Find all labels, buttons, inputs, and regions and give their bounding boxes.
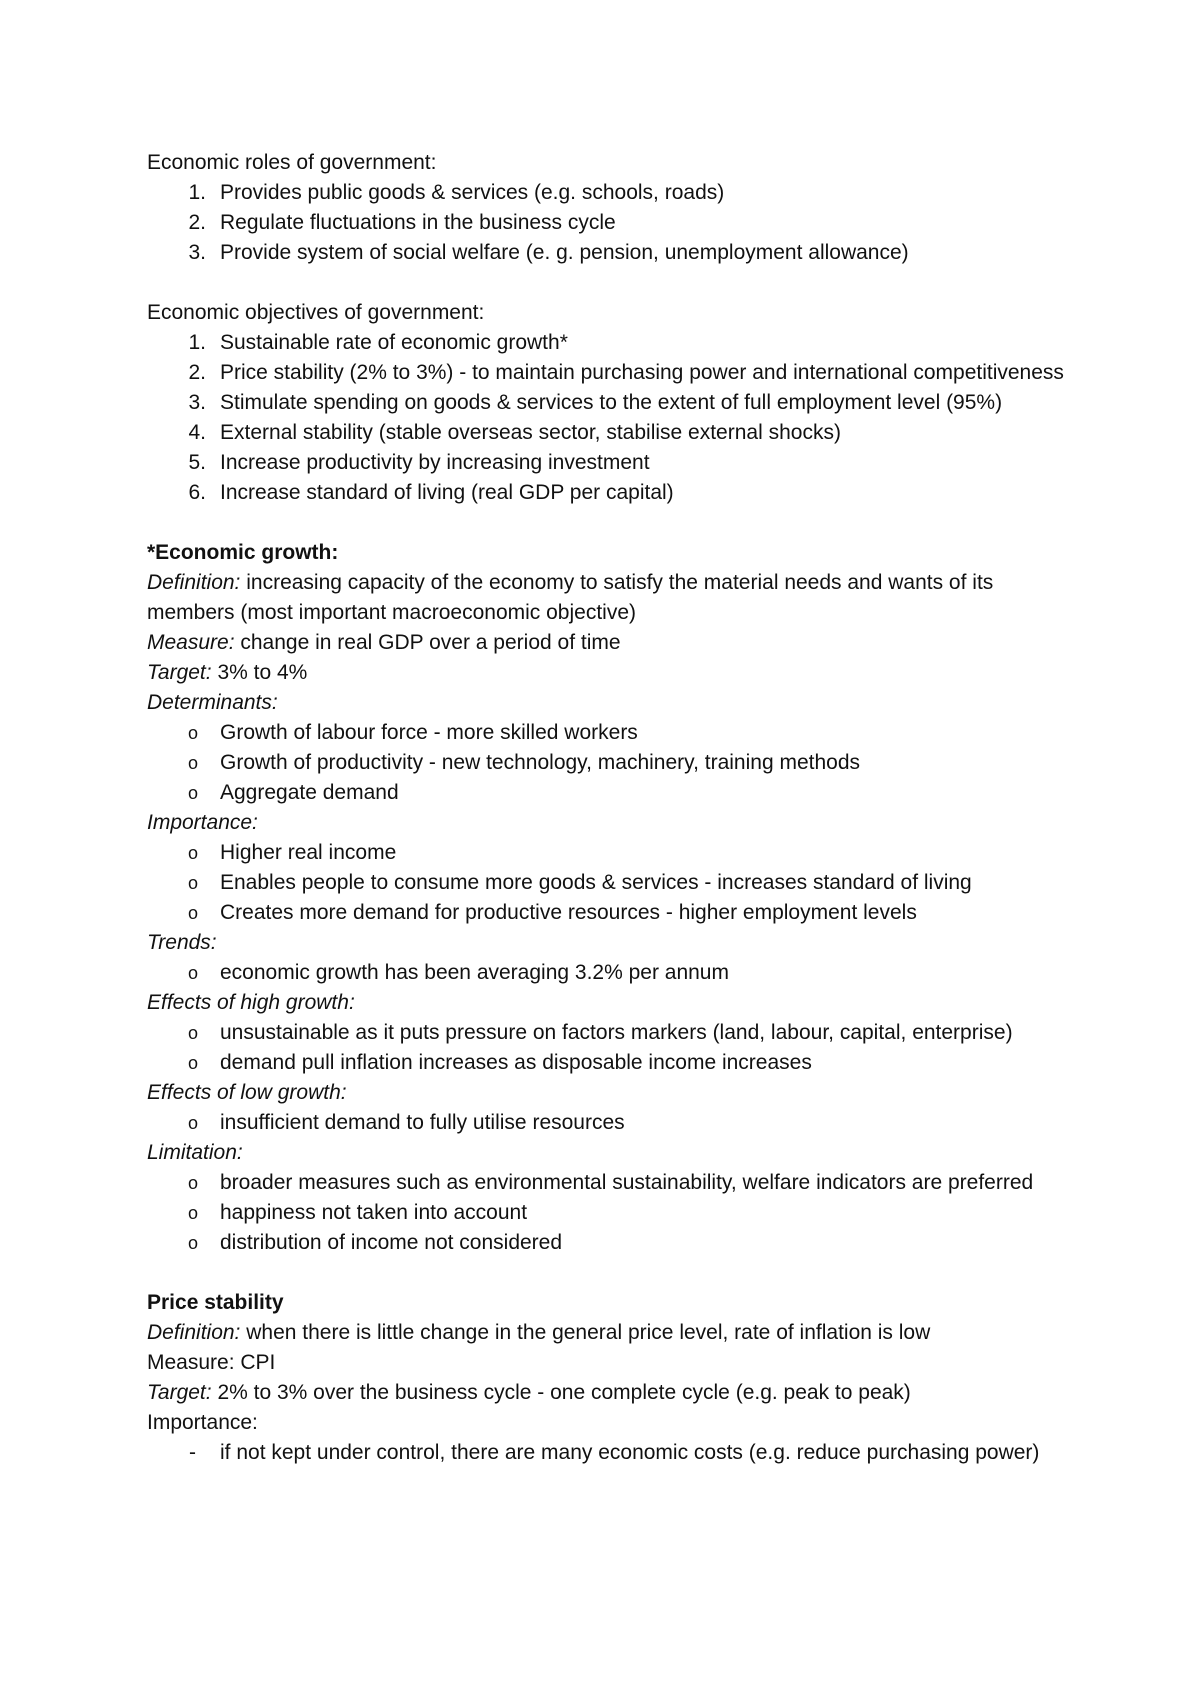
roles-item bbox=[147, 178, 1077, 208]
bullet-marker: o bbox=[187, 1053, 198, 1073]
limitation-item bbox=[147, 1198, 1077, 1228]
bullet-marker: o bbox=[187, 1233, 198, 1253]
high-growth-label: Effects of high growth: bbox=[147, 991, 355, 1014]
bullet-marker: o bbox=[187, 1173, 198, 1193]
determinant-item bbox=[147, 778, 1077, 808]
bullet-marker: o bbox=[187, 843, 198, 863]
limitation-text: happiness not taken into account bbox=[220, 1201, 528, 1224]
document-body bbox=[147, 148, 1077, 1468]
bullet-marker: o bbox=[187, 873, 198, 893]
bullet-marker: o bbox=[187, 1023, 198, 1043]
high-growth-text: demand pull inflation increases as disposable income increases bbox=[220, 1051, 812, 1074]
roles-item bbox=[147, 208, 1077, 238]
price-importance-item bbox=[147, 1438, 1077, 1468]
definition-text: when there is little change in the general price level, rate of inflation is low bbox=[240, 1321, 931, 1344]
importance-item bbox=[147, 868, 1077, 898]
list-number: 4. bbox=[188, 421, 206, 444]
roles-heading: Economic roles of government: bbox=[147, 151, 437, 174]
spacer bbox=[147, 1258, 1077, 1288]
objectives-item-text: Increase standard of living (real GDP per capital) bbox=[220, 481, 674, 504]
list-number: 2. bbox=[188, 211, 206, 234]
limitation-text: distribution of income not considered bbox=[220, 1231, 563, 1254]
roles-item-text: Regulate fluctuations in the business cycle bbox=[220, 211, 616, 234]
price-measure: Measure: CPI bbox=[147, 1351, 276, 1374]
objectives-item-text: Sustainable rate of economic growth* bbox=[220, 331, 568, 354]
price-target bbox=[147, 1378, 1077, 1408]
price-heading: Price stability bbox=[147, 1291, 284, 1314]
price-importance-label: Importance: bbox=[147, 1411, 258, 1434]
list-number: 6. bbox=[188, 481, 206, 504]
growth-definition bbox=[147, 568, 1077, 628]
definition-text: increasing capacity of the economy to satisfy the material needs and wants of its members (most important macroeconomic objective) bbox=[147, 571, 994, 624]
determinant-item bbox=[147, 718, 1077, 748]
bullet-marker: o bbox=[187, 753, 198, 773]
target-text: 2% to 3% over the business cycle - one complete cycle (e.g. peak to peak) bbox=[211, 1381, 911, 1404]
bullet-marker: o bbox=[187, 1113, 198, 1133]
determinant-text: Aggregate demand bbox=[220, 781, 399, 804]
objectives-item bbox=[147, 448, 1077, 478]
target-label: Target: bbox=[147, 1381, 212, 1404]
spacer bbox=[147, 508, 1077, 538]
limitation-item bbox=[147, 1228, 1077, 1258]
price-importance-text: if not kept under control, there are many economic costs (e.g. reduce purchasing power) bbox=[220, 1441, 1040, 1464]
target-label: Target: bbox=[147, 661, 212, 684]
objectives-item bbox=[147, 388, 1077, 418]
objectives-item bbox=[147, 328, 1077, 358]
importance-text: Enables people to consume more goods & services - increases standard of living bbox=[220, 871, 972, 894]
bullet-marker: o bbox=[187, 1203, 198, 1223]
price-definition bbox=[147, 1318, 1077, 1348]
trend-item bbox=[147, 958, 1077, 988]
limitation-text: broader measures such as environmental sustainability, welfare indicators are preferred bbox=[220, 1171, 1034, 1194]
importance-text: Higher real income bbox=[220, 841, 397, 864]
spacer bbox=[147, 268, 1077, 298]
determinant-text: Growth of productivity - new technology, machinery, training methods bbox=[220, 751, 861, 774]
low-growth-text: insufficient demand to fully utilise resources bbox=[220, 1111, 625, 1134]
bullet-marker: o bbox=[187, 963, 198, 983]
objectives-item-text: Price stability (2% to 3%) - to maintain purchasing power and international competitiveness bbox=[220, 361, 1064, 384]
importance-label: Importance: bbox=[147, 811, 258, 834]
growth-measure bbox=[147, 628, 1077, 658]
dash-marker: - bbox=[189, 1441, 196, 1464]
objectives-heading: Economic objectives of government: bbox=[147, 301, 485, 324]
trends-label: Trends: bbox=[147, 931, 217, 954]
definition-label: Definition: bbox=[147, 1321, 241, 1344]
measure-label: Measure: bbox=[147, 631, 235, 654]
high-growth-item bbox=[147, 1048, 1077, 1078]
list-number: 1. bbox=[188, 181, 206, 204]
list-number: 3. bbox=[188, 391, 206, 414]
high-growth-item bbox=[147, 1018, 1077, 1048]
limitation-label: Limitation: bbox=[147, 1141, 243, 1164]
determinant-text: Growth of labour force - more skilled workers bbox=[220, 721, 638, 744]
importance-text: Creates more demand for productive resources - higher employment levels bbox=[220, 901, 917, 924]
objectives-item bbox=[147, 358, 1077, 388]
limitation-item bbox=[147, 1168, 1077, 1198]
objectives-item bbox=[147, 418, 1077, 448]
list-number: 3. bbox=[188, 241, 206, 264]
list-number: 5. bbox=[188, 451, 206, 474]
trend-text: economic growth has been averaging 3.2% per annum bbox=[220, 961, 729, 984]
growth-target bbox=[147, 658, 1077, 688]
objectives-item-text: Increase productivity by increasing investment bbox=[220, 451, 650, 474]
roles-item-text: Provides public goods & services (e.g. schools, roads) bbox=[220, 181, 725, 204]
high-growth-text: unsustainable as it puts pressure on factors markers (land, labour, capital, enterprise) bbox=[220, 1021, 1013, 1044]
importance-item bbox=[147, 898, 1077, 928]
bullet-marker: o bbox=[187, 723, 198, 743]
bullet-marker: o bbox=[187, 783, 198, 803]
importance-item bbox=[147, 838, 1077, 868]
roles-item bbox=[147, 238, 1077, 268]
list-number: 1. bbox=[188, 331, 206, 354]
target-text: 3% to 4% bbox=[211, 661, 308, 684]
objectives-item-text: Stimulate spending on goods & services to the extent of full employment level (95%) bbox=[220, 391, 1003, 414]
measure-text: change in real GDP over a period of time bbox=[234, 631, 621, 654]
definition-label: Definition: bbox=[147, 571, 241, 594]
bullet-marker: o bbox=[187, 903, 198, 923]
growth-heading: *Economic growth: bbox=[147, 541, 339, 564]
list-number: 2. bbox=[188, 361, 206, 384]
objectives-item bbox=[147, 478, 1077, 508]
roles-item-text: Provide system of social welfare (e. g. pension, unemployment allowance) bbox=[220, 241, 909, 264]
determinants-label: Determinants: bbox=[147, 691, 278, 714]
low-growth-item bbox=[147, 1108, 1077, 1138]
low-growth-label: Effects of low growth: bbox=[147, 1081, 347, 1104]
determinant-item bbox=[147, 748, 1077, 778]
objectives-item-text: External stability (stable overseas sector, stabilise external shocks) bbox=[220, 421, 841, 444]
